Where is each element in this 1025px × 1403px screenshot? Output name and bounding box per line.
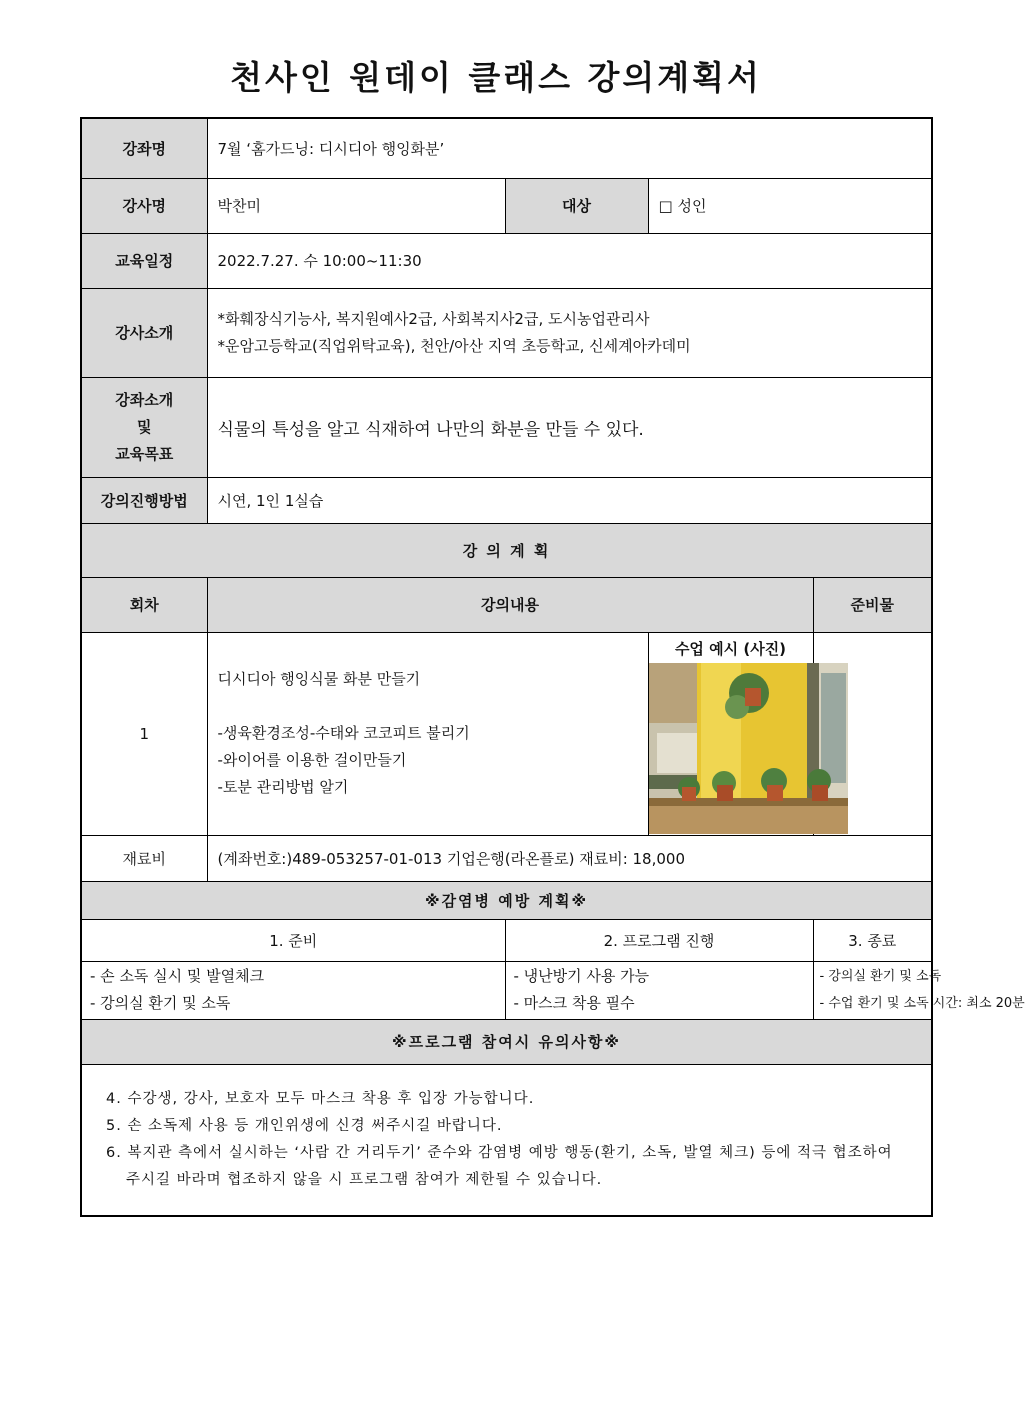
target-label: 대상 bbox=[505, 178, 648, 233]
content-cell bbox=[207, 632, 648, 835]
class-example-photo bbox=[649, 663, 813, 834]
fee-label: 재료비 bbox=[81, 835, 207, 881]
course-label: 강좌명 bbox=[81, 118, 207, 178]
prevention-header-end: 3. 종료 bbox=[813, 919, 932, 961]
method-label: 강의진행방법 bbox=[81, 477, 207, 523]
note-item: 6. 복지관 측에서 실시하는 ‘사람 간 거리두기’ 준수와 감염병 예방 행동(환기, 소독, 발열 체크) 등에 적극 협조하여 주시길 바라며 협조하지 않을 시 프로그램 참여가 제한될 수 있습니다. bbox=[106, 1144, 893, 1188]
instructor-label: 강사명 bbox=[81, 178, 207, 233]
target-checkbox[interactable]: □ bbox=[658, 197, 673, 215]
intro-line: *운암고등학교(직업위탁교육), 천안/아산 지역 초등학교, 신세계아카데미 bbox=[217, 336, 691, 355]
prevention-items-progress bbox=[505, 961, 813, 1019]
photo-caption: 수업 예시 (사진) bbox=[674, 639, 787, 658]
content-col-header: 강의내용 bbox=[207, 577, 813, 632]
goal-label-line: 교육목표 bbox=[115, 444, 174, 463]
goal-label-line: 강좌소개 bbox=[115, 390, 174, 409]
content-step: -토분 관리방법 알기 bbox=[217, 778, 349, 796]
prevention-items-prepare bbox=[81, 961, 505, 1019]
content-title: 디시디아 행잉식물 화분 만들기 bbox=[217, 670, 421, 688]
note-item: 5. 손 소독제 사용 등 개인위생에 신경 써주시길 바랍니다. bbox=[106, 1117, 503, 1134]
target-cell bbox=[648, 178, 932, 233]
goal-label-line: 및 bbox=[137, 417, 152, 436]
instructor-value: 박찬미 bbox=[207, 178, 505, 233]
prevention-item: - 손 소독 실시 및 발열체크 bbox=[90, 967, 265, 985]
page-title: 천사인 원데이 클래스 강의계획서 bbox=[230, 58, 762, 97]
method-value: 시연, 1인 1실습 bbox=[207, 477, 932, 523]
prevention-item: - 마스크 착용 필수 bbox=[513, 994, 635, 1012]
goal-label bbox=[81, 377, 207, 477]
content-step: -생육환경조성-수태와 코코피트 불리기 bbox=[217, 724, 470, 742]
intro-value bbox=[207, 288, 932, 377]
intro-label: 강사소개 bbox=[81, 288, 207, 377]
prevention-header-progress: 2. 프로그램 진행 bbox=[505, 919, 813, 961]
session-col-header: 회차 bbox=[81, 577, 207, 632]
plan-section-title: 강 의 계 획 bbox=[81, 523, 932, 577]
materials-col-header: 준비물 bbox=[813, 577, 932, 632]
photo-cell bbox=[648, 632, 813, 835]
prevention-title: ※감염병 예방 계획※ bbox=[81, 881, 932, 919]
content-step: -와이어를 이용한 걸이만들기 bbox=[217, 751, 407, 769]
schedule-value: 2022.7.27. 수 10:00~11:30 bbox=[207, 233, 932, 288]
prevention-item: - 강의실 환기 및 소독 bbox=[90, 994, 231, 1012]
intro-line: *화훼장식기능사, 복지원예사2급, 사회복지사2급, 도시농업관리사 bbox=[217, 309, 650, 328]
course-value: 7월 ‘홈가드닝: 디시디아 행잉화분’ bbox=[207, 118, 932, 178]
session-number: 1 bbox=[81, 632, 207, 835]
prevention-header-prepare: 1. 준비 bbox=[81, 919, 505, 961]
fee-value: (계좌번호:)489-053257-01-013 기업은행(라온플로) 재료비: 18,000 bbox=[207, 835, 932, 881]
lecture-plan-table bbox=[80, 117, 1025, 1217]
prevention-item: - 강의실 환기 및 소독 bbox=[819, 969, 942, 984]
prevention-item: - 냉난방기 사용 가능 bbox=[513, 967, 650, 985]
content-spacer bbox=[218, 693, 638, 720]
prevention-item: - 수업 환기 및 소독 시간: 최소 20분 bbox=[819, 996, 1025, 1011]
goal-value: 식물의 특성을 알고 식재하여 나만의 화분을 만들 수 있다. bbox=[207, 377, 932, 477]
schedule-label: 교육일정 bbox=[81, 233, 207, 288]
prevention-items-end bbox=[813, 961, 1025, 1019]
notes-title: ※프로그램 참여시 유의사항※ bbox=[81, 1019, 932, 1064]
target-value: 성인 bbox=[677, 197, 707, 215]
notes-list bbox=[81, 1064, 932, 1216]
note-item: 4. 수강생, 강사, 보호자 모두 마스크 착용 후 입장 가능합니다. bbox=[106, 1090, 535, 1107]
